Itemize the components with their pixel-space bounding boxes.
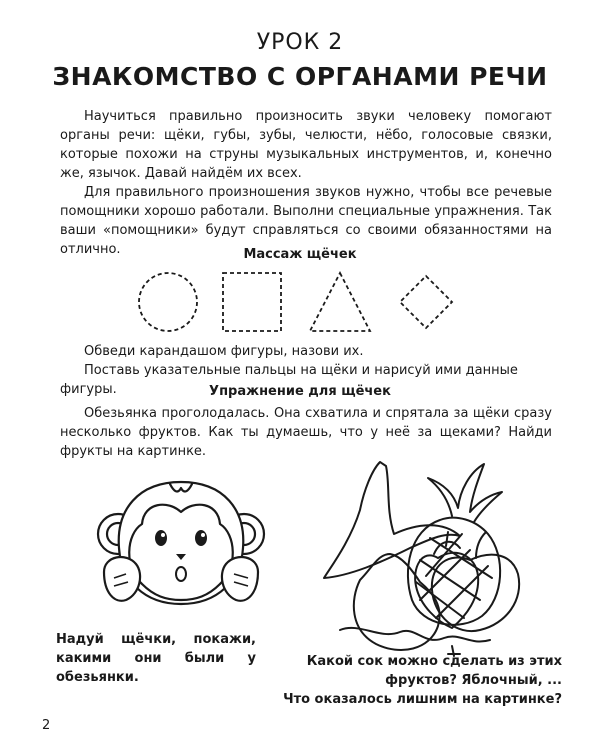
- page-number: 2: [42, 718, 51, 733]
- massage-heading: Массаж щёчек: [243, 247, 357, 262]
- page-title: ЗНАКОМСТВО С ОРГАНАМИ РЕЧИ: [52, 62, 548, 91]
- exercise-heading: Упражнение для щёчек: [209, 384, 391, 399]
- dashed-square-shape: [223, 273, 281, 331]
- fruits-caption: [270, 652, 562, 709]
- intro-paragraph-1: Научиться правильно произносить звуки человеку помогают органы речи: щёки, губы, зубы, челюсти, нёбо, голосовые связки, которые похожи на струны музыкальных инструментов, и, конечно же, язычок. Давай найдём их всех.: [60, 109, 552, 181]
- intro-paragraph-2: Для правильного произношения звуков нужно, чтобы все речевые помощники хорошо работали. Выполни специальные упражнения. Так ваши «помощники» будут справляться со своими обязанностями на отлично.: [60, 185, 552, 257]
- dashed-diamond-shape: [400, 276, 452, 328]
- dashed-triangle-shape: [310, 273, 370, 331]
- dashed-circle-shape: [139, 273, 197, 331]
- dashed-shapes: [130, 270, 470, 334]
- pear-outline: [354, 554, 440, 650]
- massage-instruction-2: Поставь указательные пальцы на щёки и нарисуй ими данные фигуры.: [60, 363, 518, 397]
- lesson-number: УРОК 2: [256, 30, 344, 55]
- monkey-caption: Надуй щёчки, покажи, какими они были у обезьянки.: [56, 632, 256, 685]
- massage-instruction-1: Обведи карандашом фигуры, назови их.: [84, 344, 364, 359]
- fruits-caption-line-2: Что оказалось лишним на картинке?: [283, 692, 562, 707]
- exercise-text: Обезьянка проголодалась. Она схватила и спрятала за щёки сразу несколько фруктов. Как ты думаешь, что у неё за щеками? Найди фрукты на картинке.: [60, 406, 552, 459]
- fruits-caption-line-1: Какой сок можно сделать из этих фруктов? Яблочный, ...: [306, 654, 562, 688]
- overlapping-fruits-illustration: [320, 450, 548, 660]
- monkey-illustration: [96, 476, 266, 616]
- pineapple-outline: [408, 518, 500, 625]
